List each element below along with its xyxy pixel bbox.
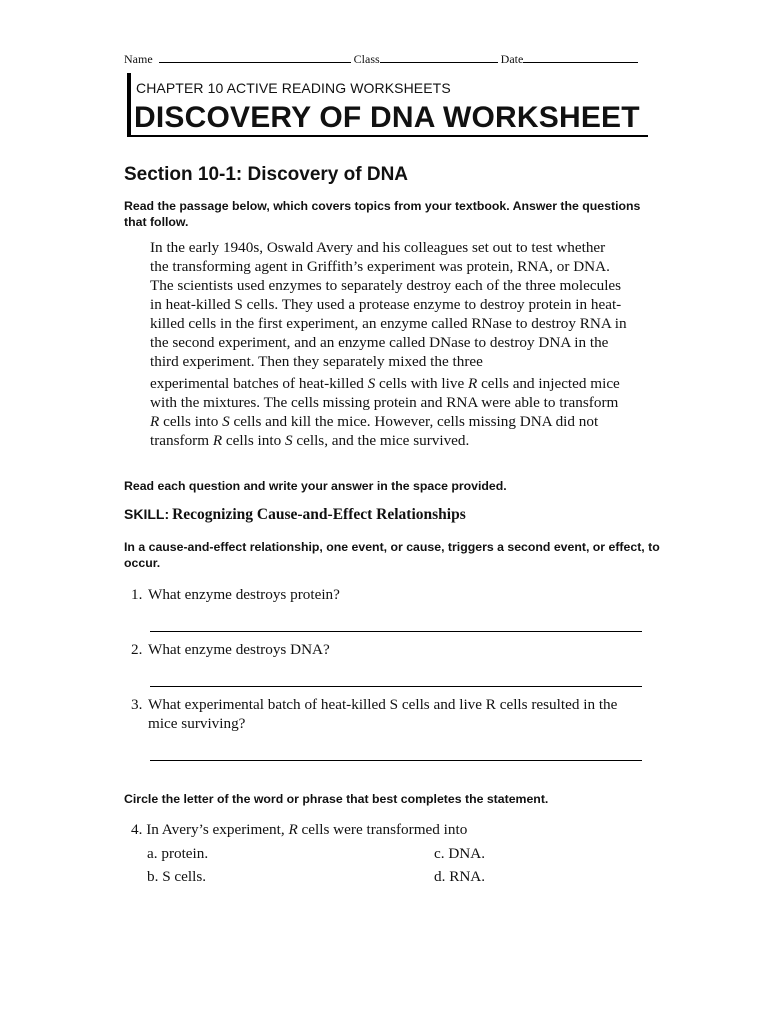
title-rule-vertical <box>127 73 131 136</box>
option-b[interactable] <box>147 868 206 886</box>
answer-line-2[interactable] <box>150 686 642 687</box>
passage-line: R cells into S cells and kill the mice. However, cells missing DNA did not <box>150 413 599 430</box>
question-number: 2. <box>131 641 143 658</box>
question-number: 1. <box>131 586 143 603</box>
circle-instruction: Circle the letter of the word or phrase that best completes the statement. <box>124 792 549 806</box>
answer-line-3[interactable] <box>150 760 642 761</box>
question-1 <box>131 585 340 604</box>
skill-name: Recognizing Cause-and-Effect Relationships <box>172 506 466 523</box>
answer-line-1[interactable] <box>150 631 642 632</box>
question-text-line-1: What experimental batch of heat-killed S cells and live R cells resulted in the <box>148 696 618 713</box>
option-letter: c. <box>434 845 445 862</box>
passage-line: transform R cells into S cells, and the mice survived. <box>150 432 470 449</box>
option-text: DNA. <box>448 845 486 862</box>
cause-effect-instruction: In a cause-and-effect relationship, one event, or cause, triggers a second event, or effect, to occur. <box>124 540 660 570</box>
option-letter: a. <box>147 845 158 862</box>
page-title: DISCOVERY OF DNA WORKSHEET <box>134 101 640 134</box>
question-4 <box>131 820 467 839</box>
question-text: What enzyme destroys protein? <box>148 586 340 603</box>
date-field[interactable] <box>523 52 638 63</box>
name-field[interactable] <box>159 52 351 63</box>
option-d[interactable] <box>434 868 485 886</box>
question-text: What enzyme destroys DNA? <box>148 641 330 658</box>
passage-paragraph-1 <box>150 238 648 371</box>
passage-line: experimental batches of heat-killed S cells with live R cells and injected mice <box>150 375 620 392</box>
passage-line: the second experiment, and an enzyme called DNase to destroy DNA in the <box>150 334 609 351</box>
passage-line: In the early 1940s, Oswald Avery and his colleagues set out to test whether <box>150 239 606 256</box>
option-text: S cells. <box>162 868 207 885</box>
chapter-label: CHAPTER 10 ACTIVE READING WORKSHEETS <box>136 80 451 96</box>
passage-line: killed cells in the first experiment, an enzyme called RNase to destroy RNA in <box>150 315 627 332</box>
title-rule-horizontal <box>127 135 648 137</box>
question-text: In Avery’s experiment, R cells were transformed into <box>146 821 468 838</box>
option-letter: b. <box>147 868 159 885</box>
passage-instruction: Read the passage below, which covers topics from your textbook. Answer the questions that follow. <box>124 199 641 229</box>
skill-heading <box>124 506 466 524</box>
passage-line: in heat-killed S cells. They used a protease enzyme to destroy protein in heat- <box>150 296 622 313</box>
answer-instruction: Read each question and write your answer in the space provided. <box>124 479 507 493</box>
passage-line: with the mixtures. The cells missing protein and RNA were able to transform <box>150 394 619 411</box>
question-number: 3. <box>131 696 143 713</box>
passage-line: The scientists used enzymes to separately destroy each of the three molecules <box>150 277 622 294</box>
option-c[interactable] <box>434 845 485 863</box>
question-text-line-2: mice surviving? <box>148 715 246 732</box>
name-class-date-row <box>124 52 638 67</box>
passage-line: the transforming agent in Griffith’s experiment was protein, RNA, or DNA. <box>150 258 610 275</box>
option-letter: d. <box>434 868 446 885</box>
option-a[interactable] <box>147 845 208 863</box>
question-2 <box>131 640 330 659</box>
class-field[interactable] <box>380 52 498 63</box>
question-number: 4. <box>131 821 143 838</box>
reading-passage <box>150 238 648 450</box>
option-text: RNA. <box>449 868 486 885</box>
name-label: Name <box>124 52 153 66</box>
section-heading: Section 10-1: Discovery of DNA <box>124 164 409 185</box>
date-label: Date <box>500 52 524 66</box>
skill-prefix: SKILL: <box>124 506 170 522</box>
passage-paragraph-2 <box>150 374 648 450</box>
question-3 <box>131 695 618 732</box>
option-text: protein. <box>161 845 209 862</box>
passage-line: third experiment. Then they separately mixed the three <box>150 353 483 370</box>
class-label: Class <box>353 52 380 66</box>
